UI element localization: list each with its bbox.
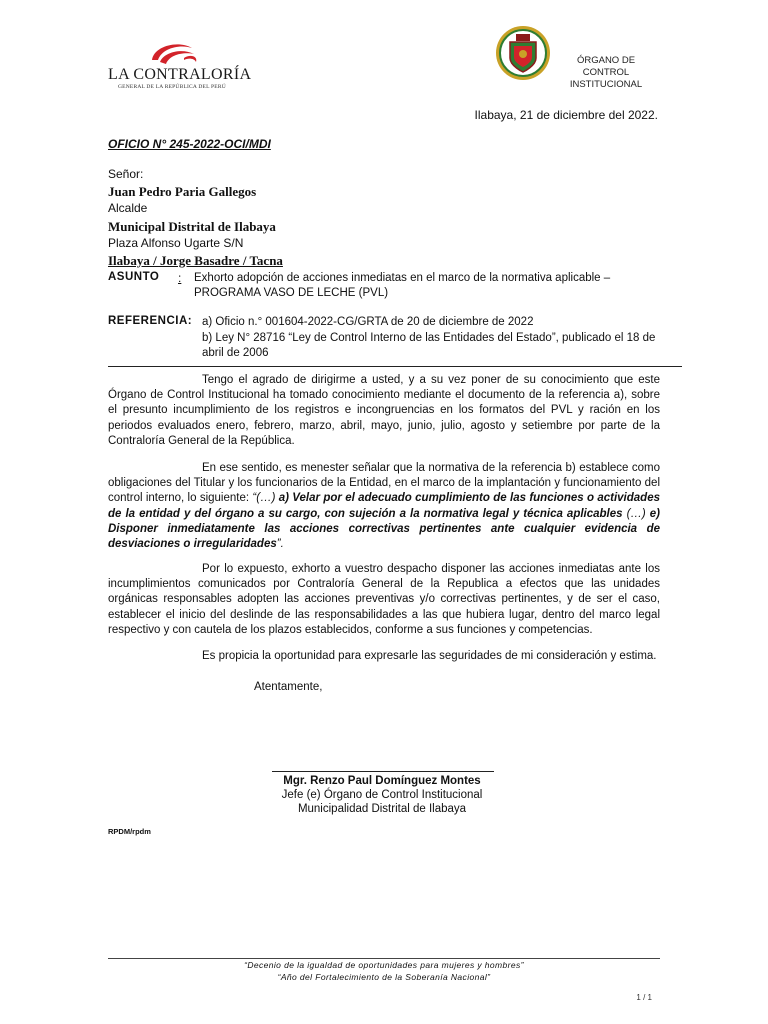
divider xyxy=(108,366,682,367)
referencia-a: a) Oficio n.° 001604-2022-CG/GRTA de 20 de diciembre de 2022 xyxy=(202,316,534,328)
footer-line2: “Año del Fortalecimiento de la Soberanía Nacional” xyxy=(277,972,491,982)
paragraph-4: Es propicia la oportunidad para expresarle las seguridades de mi consideración y estima. xyxy=(202,650,657,662)
page-number: 1 / 1 xyxy=(636,993,652,1002)
paragraph-3: Por lo expuesto, exhorto a vuestro despacho disponer las acciones inmediatas ante los incumplimientos comunicados por Contraloría General de la Republica a efectos que las unidades orgánicas responsables adopten las acciones preventivas y/o correctivas pertinentes, y de ser el caso, establecer el inicio del deslinde de las responsabilidades a las que hubiera lugar, dentro del marco legal respectivo y con cautela de los plazos establecidos, conforme a sus funciones y competencias. xyxy=(108,563,660,636)
paragraph-2-item-e: e) Disponer inmediatamente las acciones correctivas pertinentes ante cualquier evidencia de desviaciones o irregularidades xyxy=(108,507,660,551)
recipient-location: Ilabaya / Jorge Basadre / Tacna xyxy=(108,253,283,269)
office-line1: ÓRGANO DE CONTROL xyxy=(576,55,636,78)
office-name xyxy=(556,55,656,91)
recipient-address: Plaza Alfonso Ugarte S/N xyxy=(108,235,244,250)
footer-line1: “Decenio de la igualdad de oportunidades para mujeres y hombres” xyxy=(244,960,524,970)
referencia-label: REFERENCIA: xyxy=(108,315,193,327)
asunto-colon: : xyxy=(178,271,182,285)
paragraph-1: Tengo el agrado de dirigirme a usted, y a su vez poner de su conocimiento que este Órgano de Control Institucional ha tomado conocimiento mediante el documento de la referencia a), sobre el presunto incumplimiento de los registros e incongruencias en los formatos del PVL y ración en los periodos evaluados enero, febrero, marzo, abril, mayo, junio, julio, agosto y setiembre por parte de la Contraloría General de la República. xyxy=(108,374,660,447)
oficio-number: OFICIO N° 245-2022-OCI/MDI xyxy=(108,137,271,151)
paragraph-2-close: ”. xyxy=(276,538,284,551)
org-name: LA CONTRALORÍA xyxy=(108,66,252,83)
paragraph-2 xyxy=(108,461,660,552)
salutation: Señor: xyxy=(108,167,144,181)
municipal-seal-icon xyxy=(494,24,552,82)
paragraph-2-intro: En ese sentido, es menester señalar que la normativa de la referencia b) establece como obligaciones del Titular y los funcionarios de la Entidad, en el marco de la implantación y funcionamiento del control interno, lo siguiente: xyxy=(108,462,660,505)
recipient-block xyxy=(108,166,283,269)
recipient-title: Alcalde xyxy=(108,201,148,216)
referencia-b: b) Ley N° 28716 “Ley de Control Interno de las Entidades del Estado”, publicado el 18 de abril de 2006 xyxy=(202,332,656,359)
recipient-name: Juan Pedro Paria Gallegos xyxy=(108,184,257,200)
signatory-entity: Municipalidad Distrital de Ilabaya xyxy=(297,803,467,815)
office-line2: INSTITUCIONAL xyxy=(569,79,643,90)
org-subtitle: GENERAL DE LA REPÚBLICA DEL PERÚ xyxy=(118,84,226,90)
paragraph-2-ellipsis: (…) xyxy=(622,507,650,520)
paragraph-2-item-a: a) Velar por el adecuado cumplimiento de las funciones o actividades de la entidad y del órgano a su cargo, con sujeción a la normativa legal y técnica aplicables xyxy=(108,492,660,520)
signatory-title: Jefe (e) Órgano de Control Institucional xyxy=(281,789,483,801)
signatory-name: Mgr. Renzo Paul Domínguez Montes xyxy=(283,775,481,787)
signature-line xyxy=(272,771,494,772)
reference-initials: RPDM/rpdm xyxy=(108,827,151,836)
asunto-label: ASUNTO xyxy=(108,271,160,283)
asunto-text: Exhorto adopción de acciones inmediatas en el marco de la normativa aplicable – PROGRAMA VASO DE LECHE (PVL) xyxy=(194,272,611,299)
closing: Atentamente, xyxy=(254,681,323,693)
paragraph-2-quote-open: “(…) xyxy=(252,492,279,505)
letter-date: Ilabaya, 21 de diciembre del 2022. xyxy=(474,108,658,122)
footer-divider xyxy=(108,958,660,959)
recipient-entity: Municipal Distrital de Ilabaya xyxy=(108,218,276,234)
